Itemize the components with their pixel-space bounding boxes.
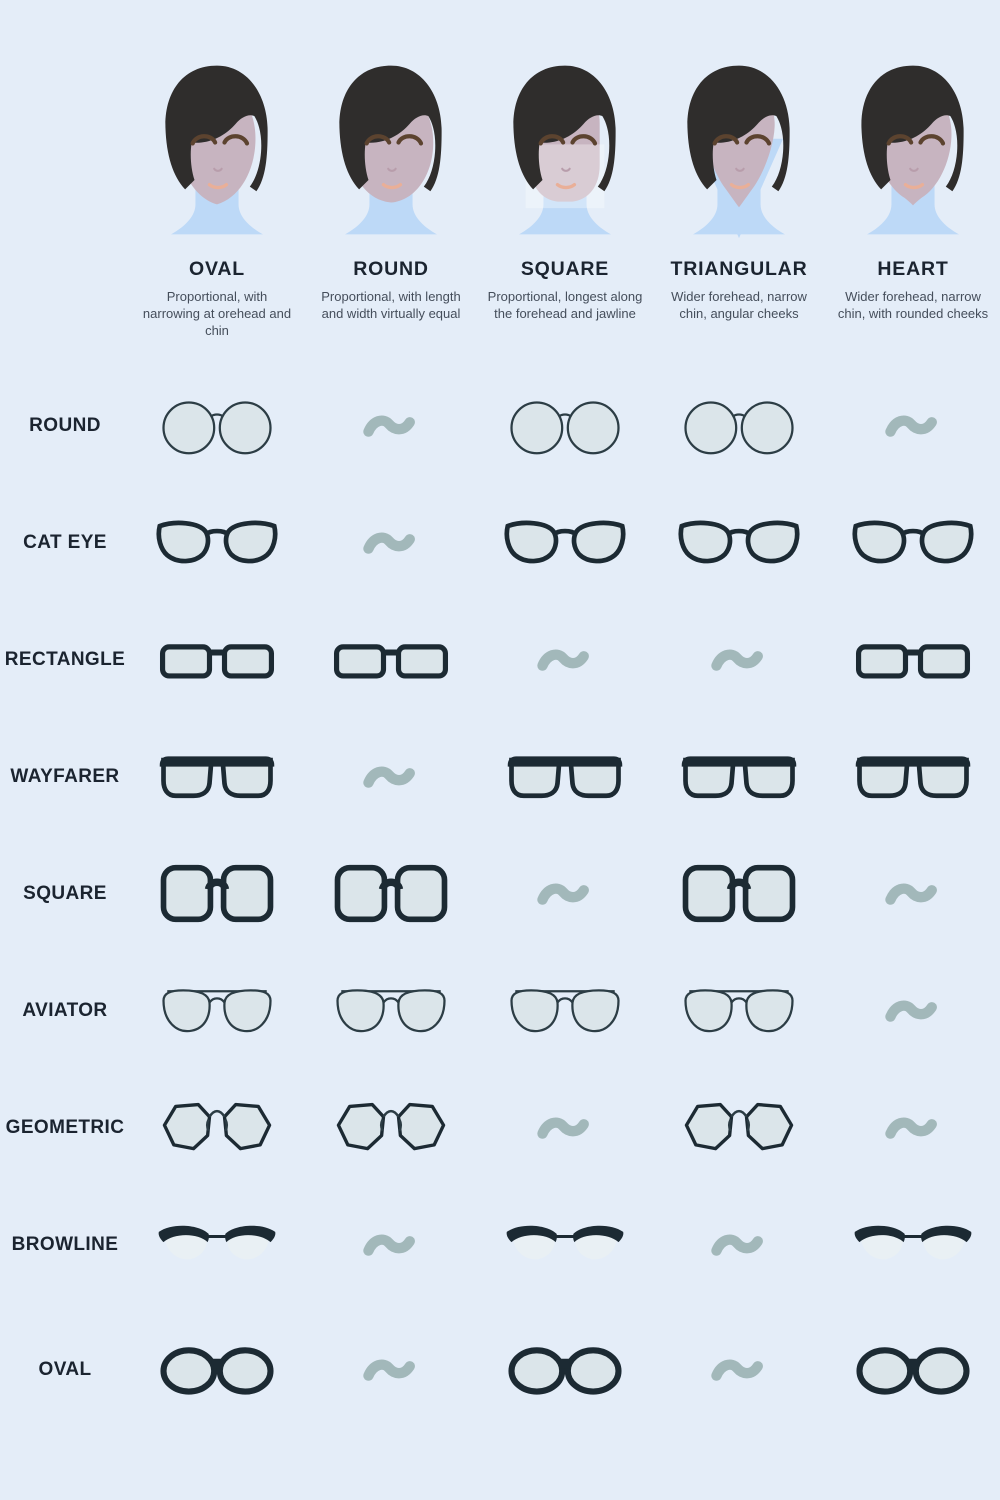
matrix-cell: [156, 393, 278, 459]
glasses-row-aviator: [0, 952, 1000, 1069]
matrix-cell: [504, 861, 626, 927]
face-shape-description: Proportional, with length and width virtually equal: [321, 289, 461, 322]
face-column-heart: [826, 54, 1000, 339]
face-shape-name: TRIANGULAR: [670, 258, 808, 280]
face-shape-description: Wider forehead, narrow chin, with rounded cheeks: [837, 289, 989, 322]
aviator-glasses-icon: [330, 978, 452, 1044]
matrix-cell: [504, 627, 626, 693]
matrix-cell: [330, 1095, 452, 1161]
matrix-cell: [678, 861, 800, 927]
matrix-cell: [156, 861, 278, 927]
matrix-cell: [330, 510, 452, 576]
matrix-cell: [852, 978, 974, 1044]
cateye-glasses-icon: [504, 510, 626, 576]
face-shape-description: Proportional, longest along the forehead and jawline: [487, 289, 643, 322]
matrix-cell: [852, 1212, 974, 1278]
glasses-type-label: GEOMETRIC: [5, 1116, 125, 1138]
square-face-icon: [490, 54, 640, 246]
tilde-icon: [678, 1337, 800, 1403]
matrix-cell: [852, 627, 974, 693]
glasses-row-wayfarer: [0, 718, 1000, 835]
matrix-cell: [678, 744, 800, 810]
tilde-icon: [330, 1212, 452, 1278]
tilde-icon: [504, 861, 626, 927]
matrix-cell: [504, 1337, 626, 1403]
matrix-cell: [852, 393, 974, 459]
square-glasses-icon: [678, 861, 800, 927]
glasses-row-cateye: [0, 484, 1000, 601]
matrix-cell: [504, 1095, 626, 1161]
round-face-icon: [316, 54, 466, 246]
face-column-square: [478, 54, 652, 339]
round-glasses-icon: [156, 393, 278, 459]
oval-face-icon: [142, 54, 292, 246]
matrix-cell: [156, 744, 278, 810]
compatibility-matrix: [0, 367, 1000, 1428]
face-column-triangular: [652, 54, 826, 339]
matrix-cell: [504, 978, 626, 1044]
matrix-cell: [504, 393, 626, 459]
cateye-glasses-icon: [852, 510, 974, 576]
matrix-cell: [504, 744, 626, 810]
matrix-cell: [330, 744, 452, 810]
triangular-face-icon: [664, 54, 814, 246]
matrix-cell: [156, 510, 278, 576]
matrix-cell: [678, 1095, 800, 1161]
glasses-type-label: ROUND: [29, 414, 101, 436]
matrix-cell: [852, 1337, 974, 1403]
rectangle-glasses-icon: [156, 627, 278, 693]
face-column-round: [304, 54, 478, 339]
tilde-icon: [330, 1337, 452, 1403]
glasses-row-oval: [0, 1311, 1000, 1428]
tilde-icon: [852, 393, 974, 459]
tilde-icon: [330, 393, 452, 459]
tilde-icon: [852, 861, 974, 927]
geometric-glasses-icon: [678, 1095, 800, 1161]
tilde-icon: [678, 1212, 800, 1278]
round-glasses-icon: [678, 393, 800, 459]
heart-face-icon: [838, 54, 988, 246]
face-column-oval: [130, 54, 304, 339]
face-shape-name: ROUND: [353, 258, 429, 280]
matrix-cell: [678, 510, 800, 576]
tilde-icon: [852, 1095, 974, 1161]
square-glasses-icon: [156, 861, 278, 927]
tilde-icon: [504, 627, 626, 693]
face-shape-description: Wider forehead, narrow chin, angular cheeks: [671, 289, 807, 322]
matrix-cell: [504, 510, 626, 576]
matrix-cell: [852, 1095, 974, 1161]
matrix-cell: [330, 393, 452, 459]
matrix-cell: [678, 1337, 800, 1403]
glasses-row-geometric: [0, 1069, 1000, 1186]
glasses-row-round: [0, 367, 1000, 484]
matrix-cell: [678, 393, 800, 459]
aviator-glasses-icon: [678, 978, 800, 1044]
glasses-type-label: BROWLINE: [11, 1233, 119, 1255]
glasses-type-label: RECTANGLE: [4, 648, 126, 670]
wayfarer-glasses-icon: [678, 744, 800, 810]
cateye-glasses-icon: [678, 510, 800, 576]
matrix-cell: [852, 510, 974, 576]
matrix-cell: [678, 1212, 800, 1278]
tilde-icon: [330, 744, 452, 810]
glasses-row-rectangle: [0, 601, 1000, 718]
glasses-type-label: OVAL: [38, 1358, 92, 1380]
browline-glasses-icon: [504, 1212, 626, 1278]
oval-glasses-icon: [852, 1337, 974, 1403]
glasses-type-label: CAT EYE: [23, 531, 107, 553]
matrix-cell: [156, 978, 278, 1044]
tilde-icon: [852, 978, 974, 1044]
glasses-type-label: AVIATOR: [22, 999, 108, 1021]
glasses-type-label: WAYFARER: [10, 765, 120, 787]
aviator-glasses-icon: [156, 978, 278, 1044]
matrix-cell: [330, 627, 452, 693]
matrix-cell: [330, 1212, 452, 1278]
matrix-cell: [156, 1095, 278, 1161]
tilde-icon: [330, 510, 452, 576]
matrix-cell: [852, 744, 974, 810]
face-shape-description: Proportional, with narrowing at orehead and chin: [142, 289, 292, 339]
tilde-icon: [678, 627, 800, 693]
matrix-cell: [330, 861, 452, 927]
geometric-glasses-icon: [156, 1095, 278, 1161]
glasses-row-square: [0, 835, 1000, 952]
browline-glasses-icon: [852, 1212, 974, 1278]
wayfarer-glasses-icon: [504, 744, 626, 810]
round-glasses-icon: [504, 393, 626, 459]
matrix-cell: [156, 627, 278, 693]
face-shape-name: SQUARE: [520, 258, 610, 280]
matrix-cell: [504, 1212, 626, 1278]
glasses-row-browline: [0, 1186, 1000, 1303]
face-shape-name: HEART: [877, 258, 949, 280]
aviator-glasses-icon: [504, 978, 626, 1044]
matrix-cell: [330, 1337, 452, 1403]
matrix-cell: [156, 1337, 278, 1403]
tilde-icon: [504, 1095, 626, 1161]
rectangle-glasses-icon: [852, 627, 974, 693]
browline-glasses-icon: [156, 1212, 278, 1278]
face-shapes-header: [0, 0, 1000, 339]
geometric-glasses-icon: [330, 1095, 452, 1161]
square-glasses-icon: [330, 861, 452, 927]
oval-glasses-icon: [156, 1337, 278, 1403]
matrix-cell: [852, 861, 974, 927]
wayfarer-glasses-icon: [156, 744, 278, 810]
matrix-cell: [330, 978, 452, 1044]
rectangle-glasses-icon: [330, 627, 452, 693]
glasses-type-label: SQUARE: [23, 882, 107, 904]
matrix-cell: [678, 978, 800, 1044]
oval-glasses-icon: [504, 1337, 626, 1403]
label-column-spacer: [0, 54, 130, 339]
face-shape-name: OVAL: [189, 258, 245, 280]
wayfarer-glasses-icon: [852, 744, 974, 810]
cateye-glasses-icon: [156, 510, 278, 576]
matrix-cell: [678, 627, 800, 693]
matrix-cell: [156, 1212, 278, 1278]
